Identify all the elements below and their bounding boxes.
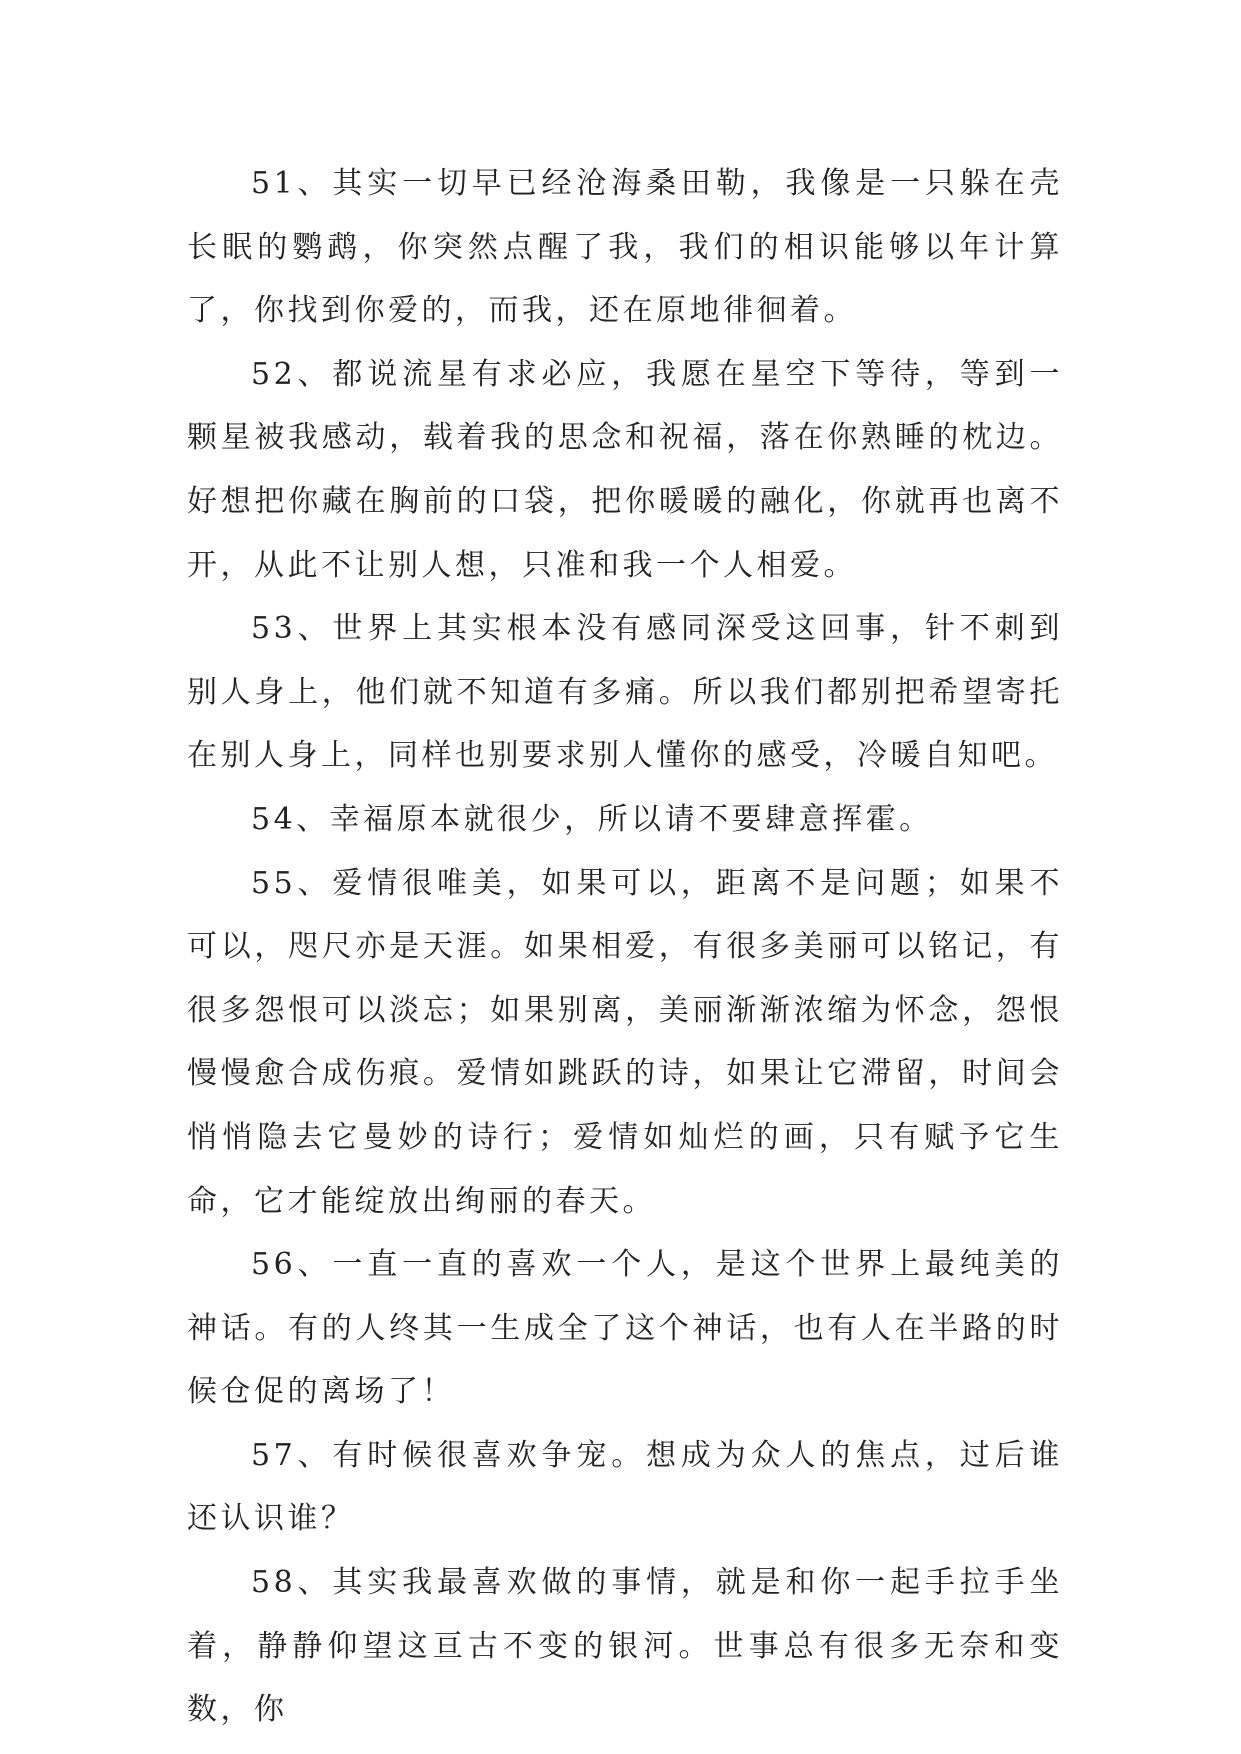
paragraph-51: 51、其实一切早已经沧海桑田勒，我像是一只躲在壳长眠的鹦鹉，你突然点醒了我，我们的相识能够以年计算了，你找到你爱的，而我，还在原地徘徊着。 bbox=[187, 166, 1063, 329]
paragraph-52: 52、都说流星有求必应，我愿在星空下等待，等到一颗星被我感动，载着我的思念和祝福，落在你熟睡的枕边。好想把你藏在胸前的口袋，把你暖暖的融化，你就再也离不开，从此不让别人想，只准和我一个人相爱。 bbox=[187, 356, 1063, 583]
paragraph-54: 54、幸福原本就很少，所以请不要肆意挥霍。 bbox=[251, 801, 933, 837]
paragraph-55: 55、爱情很唯美，如果可以，距离不是问题；如果不可以，咫尺亦是天涯。如果相爱，有很多美丽可以铭记，有很多怨恨可以淡忘；如果别离，美丽渐渐浓缩为怀念，怨恨慢慢愈合成伤痕。爱情如跳跃的诗，如果让它滞留，时间会悄悄隐去它曼妙的诗行；爱情如灿烂的画，只有赋予它生命，它才能绽放出绚丽的春天。 bbox=[187, 865, 1063, 1219]
paragraph-53: 53、世界上其实根本没有感同深受这回事，针不刺到别人身上，他们就不知道有多痛。所以我们都别把希望寄托在别人身上，同样也别要求别人懂你的感受，冷暖自知吧。 bbox=[187, 611, 1063, 774]
paragraph-56: 56、一直一直的喜欢一个人，是这个世界上最纯美的神话。有的人终其一生成全了这个神话，也有人在半路的时候仓促的离场了！ bbox=[187, 1247, 1063, 1410]
paragraph-57: 57、有时候很喜欢争宠。想成为众人的焦点，过后谁还认识谁？ bbox=[187, 1437, 1063, 1537]
paragraph-58: 58、其实我最喜欢做的事情，就是和你一起手拉手坐着，静静仰望这亘古不变的银河。世事总有很多无奈和变数，你 bbox=[187, 1565, 1063, 1728]
document-body bbox=[187, 152, 1063, 1742]
